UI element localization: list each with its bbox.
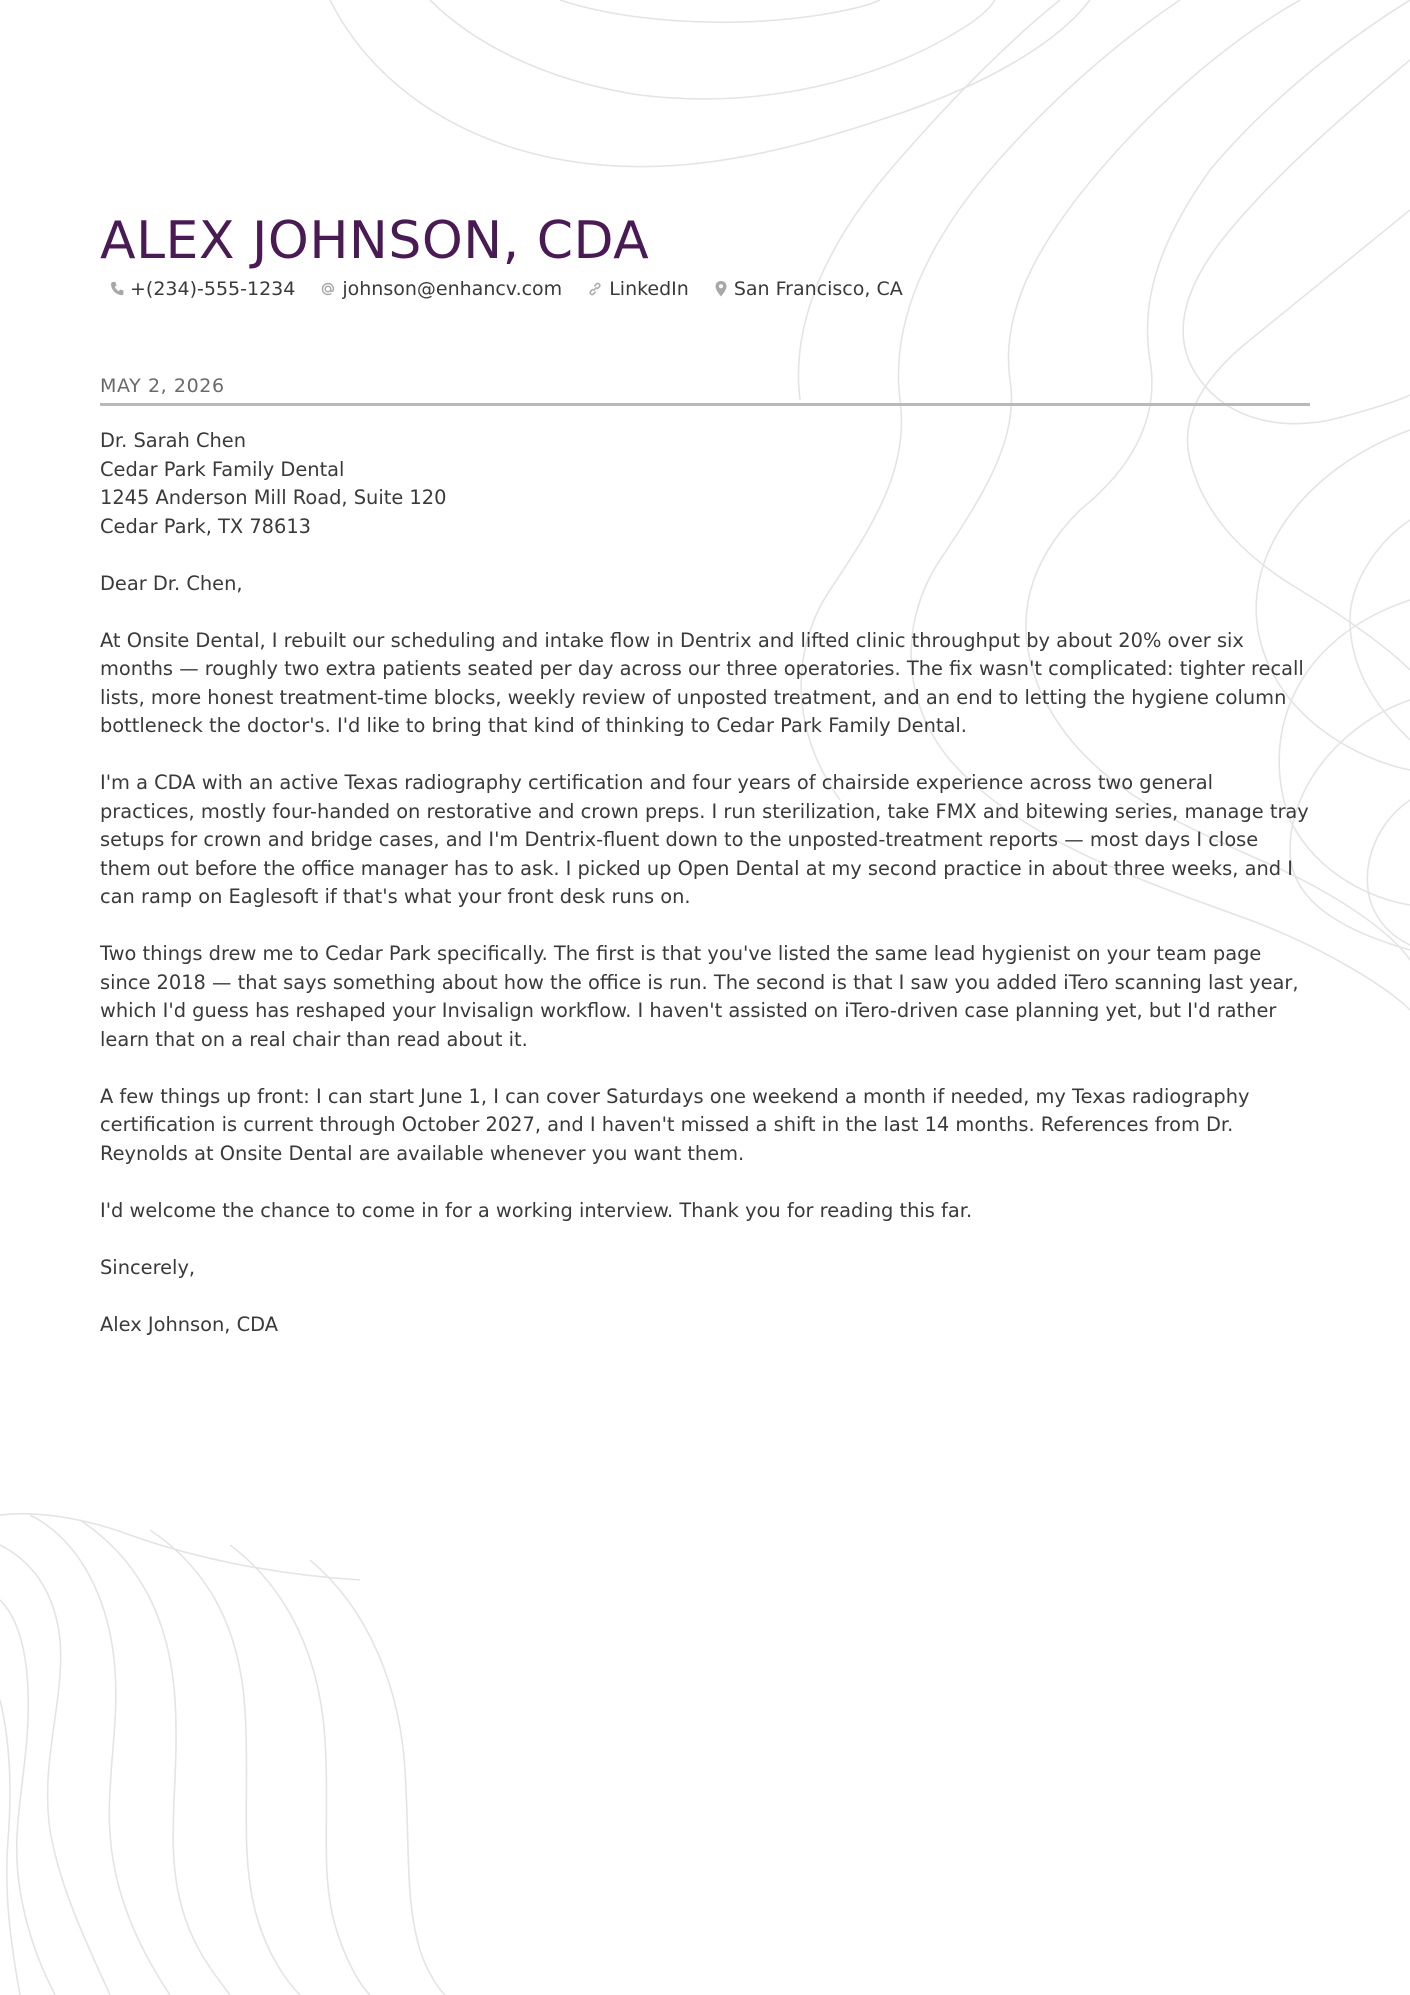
closing: Sincerely, bbox=[100, 1255, 196, 1279]
contact-linkedin[interactable] bbox=[587, 278, 689, 300]
phone-text: +(234)-555-1234 bbox=[130, 278, 296, 300]
letter-body bbox=[100, 427, 1310, 1368]
signature: Alex Johnson, CDA bbox=[100, 1312, 279, 1336]
link-icon bbox=[587, 281, 603, 297]
body-paragraph: At Onsite Dental, I rebuilt our scheduling and intake flow in Dentrix and lifted clinic throughput by about 20% over six months — roughly two extra patients seated per day across our three operatories. The fix wasn't complicated: tighter recall lists, more honest treatment-time blocks, weekly review of unposted treatment, and an end to letting the hygiene column bottleneck the doctor's. I'd like to bring that kind of thinking to Cedar Park Family Dental. bbox=[100, 628, 1304, 737]
recipient-address-line1: 1245 Anderson Mill Road, Suite 120 bbox=[100, 486, 447, 509]
date-divider bbox=[100, 403, 1310, 406]
phone-icon bbox=[110, 281, 124, 297]
location-pin-icon bbox=[714, 280, 728, 298]
contact-phone[interactable] bbox=[110, 278, 295, 300]
location-text: San Francisco, CA bbox=[733, 278, 903, 300]
body-paragraph: I'd welcome the chance to come in for a working interview. Thank you for reading this far. bbox=[100, 1198, 973, 1222]
contact-location[interactable] bbox=[714, 278, 903, 300]
contact-email[interactable] bbox=[320, 278, 562, 300]
recipient-company: Cedar Park Family Dental bbox=[100, 457, 345, 481]
salutation: Dear Dr. Chen, bbox=[100, 571, 243, 595]
body-paragraph: I'm a CDA with an active Texas radiography certification and four years of chairside experience across two general practices, mostly four-handed on restorative and crown preps. I run sterilization, take FMX and bitewing series, manage tray setups for crown and bridge cases, and I'm Dentrix-fluent down to the unposted-treatment reports — most days I close them out before the office manager has to ask. I picked up Open Dental at my second practice in about three weeks, and I can ramp on Eaglesoft if that's what your front desk runs on. bbox=[100, 771, 1309, 908]
at-icon bbox=[320, 281, 336, 297]
body-paragraph: Two things drew me to Cedar Park specifically. The first is that you've listed the same lead hygienist on your team page since 2018 — that says something about how the office is run. The second is that I saw you added iTero scanning last year, which I'd guess has reshaped your Invisalign workflow. I haven't assisted on iTero-driven case planning yet, but I'd rather learn that on a real chair than read about it. bbox=[100, 942, 1299, 1051]
recipient-name: Dr. Sarah Chen bbox=[100, 429, 246, 452]
cover-letter-page bbox=[100, 0, 1310, 1995]
letter-date: MAY 2, 2026 bbox=[100, 375, 225, 397]
applicant-name: ALEX JOHNSON, CDA bbox=[100, 211, 650, 271]
recipient-address-line2: Cedar Park, TX 78613 bbox=[100, 514, 312, 538]
recipient-block bbox=[100, 427, 1310, 541]
body-paragraph: A few things up front: I can start June 1, I can cover Saturdays one weekend a month if needed, my Texas radiography certification is current through October 2027, and I haven't missed a shift in the last 14 months. References from Dr. Reynolds at Onsite Dental are available whenever you want them. bbox=[100, 1084, 1250, 1165]
contact-info-bar bbox=[110, 278, 928, 300]
linkedin-text: LinkedIn bbox=[609, 278, 689, 300]
email-text: johnson@enhancv.com bbox=[342, 278, 563, 300]
